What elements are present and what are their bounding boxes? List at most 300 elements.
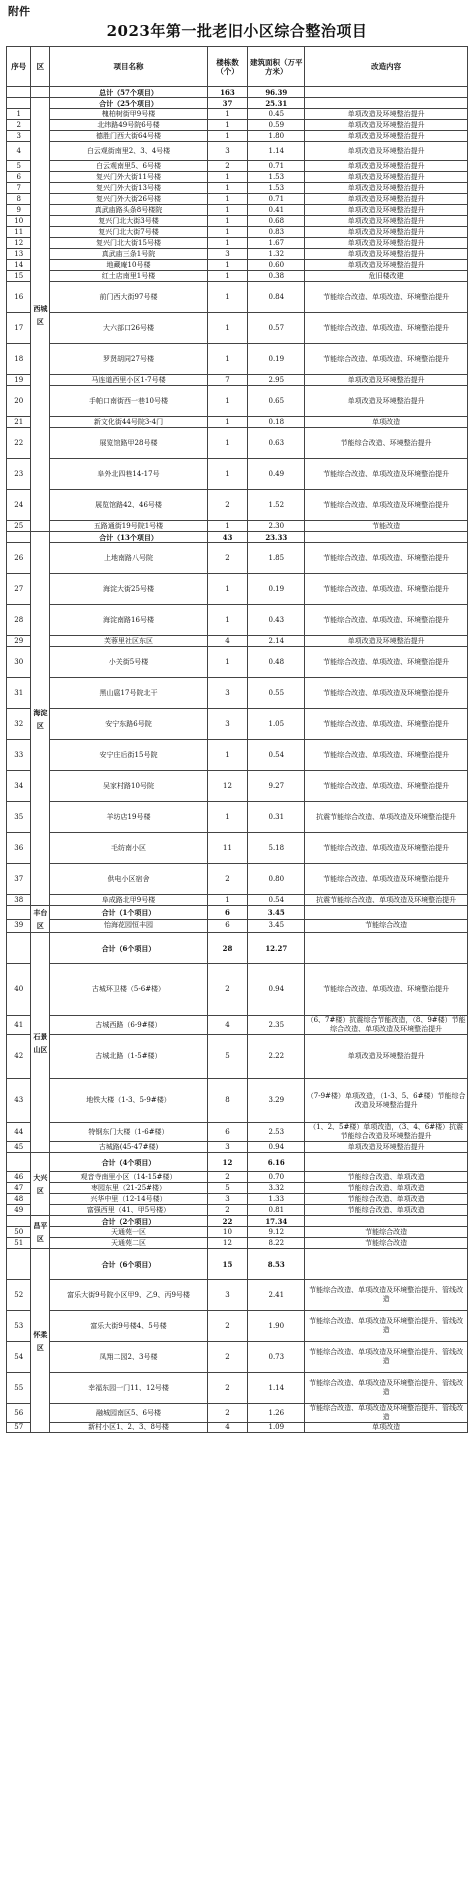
table-row [7,964,468,1016]
row-seq [7,1216,31,1227]
row-area: 1.09 [248,1423,305,1433]
row-name: 上地南路八号院 [50,543,207,574]
row-area: 0.73 [248,1342,305,1373]
row-area: 1.05 [248,709,305,740]
row-name: 复兴门北大街3号楼 [50,216,207,227]
row-name: 小关街5号楼 [50,647,207,678]
header-buildings: 楼栋数（个） [207,47,248,87]
table-row [7,375,468,386]
row-content: 节能综合改造、单项改造、环境整治提升 [305,313,468,344]
row-buildings: 1 [207,238,248,249]
row-name: 古城路(45-47#楼) [50,1142,207,1153]
row-area: 0.80 [248,864,305,895]
row-seq [7,532,31,543]
row-seq: 13 [7,249,31,260]
row-buildings: 3 [207,1194,248,1205]
row-seq: 42 [7,1035,31,1079]
row-seq [7,906,31,920]
table-row [7,1205,468,1216]
row-buildings: 3 [207,1280,248,1311]
row-content: 单项改造及环境整治提升 [305,120,468,131]
row-seq: 21 [7,417,31,428]
row-buildings: 2 [207,161,248,172]
row-seq: 44 [7,1123,31,1142]
row-name: 展览馆路42、46号楼 [50,490,207,521]
row-content: 单项改造及环境整治提升 [305,194,468,205]
row-seq: 9 [7,205,31,216]
row-area: 1.53 [248,183,305,194]
row-seq [7,87,31,98]
row-buildings: 1 [207,227,248,238]
row-content: 单项改造及环境整治提升 [305,131,468,142]
row-buildings: 1 [207,521,248,532]
row-district [31,87,50,98]
table-row [7,636,468,647]
table-row [7,1194,468,1205]
table-row [7,120,468,131]
table-row [7,864,468,895]
row-buildings: 1 [207,459,248,490]
row-seq: 11 [7,227,31,238]
subtotal-row [7,98,468,109]
row-area: 0.68 [248,216,305,227]
row-name: 地铁大楼（1-3、5-9#楼） [50,1079,207,1123]
row-area: 0.63 [248,428,305,459]
table-row [7,1342,468,1373]
subtotal-row [7,933,468,964]
row-content [305,1249,468,1280]
row-label: 总计（57个项目） [50,87,207,98]
row-seq: 2 [7,120,31,131]
row-content: 单项改造及环境整治提升 [305,183,468,194]
table-row [7,521,468,532]
row-seq: 5 [7,161,31,172]
row-seq: 8 [7,194,31,205]
row-buildings: 1 [207,647,248,678]
row-area: 1.85 [248,543,305,574]
district-cell: 怀柔区 [31,1249,50,1433]
row-area: 8.53 [248,1249,305,1280]
row-area: 3.32 [248,1183,305,1194]
row-content [305,933,468,964]
row-area: 2.41 [248,1280,305,1311]
row-buildings: 1 [207,417,248,428]
district-cell: 大兴区 [31,1153,50,1216]
row-content: 节能综合改造、单项改造、环境整治提升 [305,574,468,605]
row-name: 五路通街19号院1号楼 [50,521,207,532]
row-area: 2.53 [248,1123,305,1142]
table-row [7,1035,468,1079]
row-seq: 22 [7,428,31,459]
row-area: 0.31 [248,802,305,833]
row-area: 0.54 [248,895,305,906]
row-buildings: 1 [207,895,248,906]
row-name: 红土店南里1号楼 [50,271,207,282]
row-name: 地藏庵10号楼 [50,260,207,271]
table-row [7,1227,468,1238]
row-buildings: 4 [207,1016,248,1035]
row-buildings: 2 [207,1311,248,1342]
row-content: 单项改造及环境整治提升 [305,161,468,172]
row-buildings: 1 [207,271,248,282]
row-content: 节能综合改造、环境整治提升 [305,428,468,459]
row-seq: 46 [7,1172,31,1183]
table-row [7,459,468,490]
row-area: 25.31 [248,98,305,109]
row-area: 0.94 [248,1142,305,1153]
row-name: 天通苑一区 [50,1227,207,1238]
row-name: 古城西路（6-9#楼） [50,1016,207,1035]
table-row [7,833,468,864]
row-buildings: 10 [207,1227,248,1238]
table-row [7,205,468,216]
row-label: 合计（6个项目） [50,1249,207,1280]
row-content: （1、2、5#楼）单项改造，（3、4、6#楼）抗震节能综合改造及环境整治提升 [305,1123,468,1142]
row-seq: 12 [7,238,31,249]
row-buildings: 2 [207,1373,248,1404]
row-seq: 38 [7,895,31,906]
row-seq: 15 [7,271,31,282]
row-content: 节能综合改造、单项改造、环境整治提升 [305,344,468,375]
row-content [305,1153,468,1172]
table-row [7,161,468,172]
row-content [305,87,468,98]
row-buildings: 3 [207,142,248,161]
row-area: 0.49 [248,459,305,490]
row-area: 6.16 [248,1153,305,1172]
row-name: 枣园东里（21-25#楼） [50,1183,207,1194]
header-content: 改造内容 [305,47,468,87]
row-seq: 19 [7,375,31,386]
row-buildings: 6 [207,906,248,920]
header-row [7,47,468,87]
row-seq: 16 [7,282,31,313]
row-area: 3.29 [248,1079,305,1123]
row-content: 单项改造 [305,1423,468,1433]
row-area: 9.12 [248,1227,305,1238]
table-row [7,216,468,227]
subtotal-row [7,532,468,543]
row-name: 新文化街44号院3-4门 [50,417,207,428]
row-label: 合计（4个项目） [50,1153,207,1172]
subtotal-row [7,1216,468,1227]
row-content [305,906,468,920]
row-buildings: 12 [207,1153,248,1172]
row-content: （6、7#楼）抗震综合节能改造，（8、9#楼）节能综合改造、单项改造及环境整治提升 [306,1016,466,1033]
row-content: 单项改造及环境整治提升 [305,1142,468,1153]
row-buildings: 15 [207,1249,248,1280]
row-name: 古城环卫楼（5-6#楼） [50,964,207,1016]
table-row [7,227,468,238]
row-buildings: 7 [207,375,248,386]
row-seq: 43 [7,1079,31,1123]
row-buildings: 12 [207,1238,248,1249]
table-row [7,109,468,120]
row-name: 白云观南里5、6号楼 [50,161,207,172]
row-content: 节能综合改造、单项改造、环境整治提升 [305,543,468,574]
table-row [7,771,468,802]
row-buildings: 11 [207,833,248,864]
row-name: 白云观街南里2、3、4号楼 [50,142,207,161]
subtotal-row [7,1249,468,1280]
row-content: 单项改造及环境整治提升 [305,636,468,647]
row-name: 古城北路（1-5#楼） [50,1035,207,1079]
table-row [7,802,468,833]
row-buildings: 3 [207,1142,248,1153]
row-area: 8.22 [248,1238,305,1249]
row-content [305,98,468,109]
row-name: 海淀南路16号楼 [50,605,207,636]
row-seq: 25 [7,521,31,532]
row-seq: 39 [7,919,31,933]
row-name: 海淀大街25号楼 [50,574,207,605]
row-content: 节能综合改造、单项改造、环境整治提升 [305,647,468,678]
row-area: 0.54 [248,740,305,771]
row-label: 合计（1个项目） [50,906,207,920]
row-content: 节能综合改造、单项改造 [305,1183,468,1194]
row-seq: 53 [7,1311,31,1342]
subtotal-row [7,906,468,920]
row-name: 前门西大街97号楼 [50,282,207,313]
row-content: 节能综合改造、单项改造 [305,1194,468,1205]
row-area: 0.70 [248,1172,305,1183]
row-content: 单项改造及环境整治提升 [305,1035,468,1079]
row-seq: 35 [7,802,31,833]
row-buildings: 12 [207,771,248,802]
row-content [305,1216,468,1227]
attachment-label: 附件 [8,5,30,18]
row-content: 单项改造及环境整治提升 [305,249,468,260]
table-row [7,1280,468,1311]
row-name: 富乐大街9号楼4、5号楼 [50,1311,207,1342]
row-seq: 28 [7,605,31,636]
table-row [7,282,468,313]
row-area: 1.32 [248,249,305,260]
row-buildings: 2 [207,1205,248,1216]
row-content: （7-9#楼）单项改造，（1-3、5、6#楼）节能综合改造及环境整治提升 [305,1079,468,1123]
table-row [7,238,468,249]
row-seq: 1 [7,109,31,120]
row-content: 单项改造及环境整治提升 [305,260,468,271]
row-area: 1.52 [248,490,305,521]
row-area: 0.45 [248,109,305,120]
row-area: 1.14 [248,1373,305,1404]
row-seq [7,1153,31,1172]
row-seq [7,1249,31,1280]
row-name: 新村小区1、2、3、8号楼 [50,1423,207,1433]
table-row [7,172,468,183]
row-buildings: 3 [207,249,248,260]
row-seq: 51 [7,1238,31,1249]
row-content: 节能综合改造 [305,1238,468,1249]
row-buildings: 1 [207,605,248,636]
row-content: 节能综合改造、单项改造及环境整治提升、管线改造 [305,1342,468,1373]
row-content: 单项改造及环境整治提升 [305,386,468,417]
subtotal-row [7,1153,468,1172]
row-seq: 31 [7,678,31,709]
row-content: 节能综合改造、单项改造及环境整治提升 [305,833,468,864]
row-buildings: 28 [207,933,248,964]
table-row [7,740,468,771]
row-buildings: 2 [207,543,248,574]
row-buildings: 1 [207,205,248,216]
row-name: 阜成路北甲9号楼 [50,895,207,906]
table-row [7,386,468,417]
row-area: 1.90 [248,1311,305,1342]
table-row [7,183,468,194]
row-content: 单项改造及环境整治提升 [305,205,468,216]
row-buildings: 1 [207,120,248,131]
row-buildings: 5 [207,1035,248,1079]
row-content: 单项改造及环境整治提升 [305,172,468,183]
row-area: 3.45 [248,919,305,933]
row-area: 23.33 [248,532,305,543]
row-content: 节能综合改造 [305,1227,468,1238]
row-name: 毛纺南小区 [50,833,207,864]
row-buildings: 3 [207,678,248,709]
row-content: 单项改造及环境整治提升 [305,109,468,120]
row-name: 幸福东园一门11、12号楼 [50,1373,207,1404]
row-content: 抗震节能综合改造、单项改造及环境整治提升 [305,895,468,906]
table-row [7,194,468,205]
row-content: 单项改造 [305,417,468,428]
row-content: 节能综合改造、单项改造、环境整治提升 [305,709,468,740]
row-content: 节能综合改造、单项改造及环境整治提升、管线改造 [305,1280,468,1311]
row-name: 复兴门外大街13号楼 [50,183,207,194]
row-seq: 33 [7,740,31,771]
row-name: 兴华中里（12-14号楼） [50,1194,207,1205]
table-row [7,131,468,142]
row-seq: 4 [7,142,31,161]
district-cell: 海淀区 [31,532,50,906]
row-area: 9.27 [248,771,305,802]
table-row [7,1373,468,1404]
row-area: 2.35 [248,1016,305,1035]
row-area: 0.59 [248,120,305,131]
table-row [7,1183,468,1194]
table-row [7,1238,468,1249]
district-cell: 丰台区 [31,906,50,933]
row-buildings: 1 [207,574,248,605]
row-seq: 27 [7,574,31,605]
document-title: 2023年第一批老旧小区综合整治项目 [106,22,368,40]
row-area: 1.80 [248,131,305,142]
table-row [7,1172,468,1183]
row-name: 芙蓉里社区东区 [50,636,207,647]
row-buildings: 8 [207,1079,248,1123]
row-name: 手帕口南街西一巷10号楼 [50,386,207,417]
row-seq: 23 [7,459,31,490]
row-area: 2.30 [248,521,305,532]
row-seq: 26 [7,543,31,574]
row-name: 展览馆路甲28号楼 [50,428,207,459]
row-seq: 10 [7,216,31,227]
row-name: 特钢东门大楼（1-6#楼） [50,1123,207,1142]
row-name: 德胜门西大街64号楼 [50,131,207,142]
row-area: 1.33 [248,1194,305,1205]
row-buildings: 1 [207,172,248,183]
row-buildings: 2 [207,490,248,521]
row-area: 0.94 [248,964,305,1016]
table-row [7,417,468,428]
row-seq: 7 [7,183,31,194]
row-area: 0.84 [248,282,305,313]
header-area: 建筑面积（万平方米） [248,47,305,87]
table-row [7,919,468,933]
row-content: 单项改造及环境整治提升 [305,227,468,238]
row-area: 17.34 [248,1216,305,1227]
row-seq: 37 [7,864,31,895]
row-name: 吴家村路10号院 [50,771,207,802]
row-content: 节能综合改造、单项改造及环境整治提升 [305,678,468,709]
row-name: 凤翔二园2、3号楼 [50,1342,207,1373]
row-buildings: 4 [207,1423,248,1433]
row-name: 罗贤胡同27号楼 [50,344,207,375]
row-content: 单项改造及环境整治提升 [305,142,468,161]
row-buildings: 37 [207,98,248,109]
row-name: 槐柏树街甲9号楼 [50,109,207,120]
table-row [7,1016,468,1035]
row-area: 0.60 [248,260,305,271]
row-seq: 29 [7,636,31,647]
row-buildings: 3 [207,709,248,740]
row-area: 12.27 [248,933,305,964]
row-buildings: 6 [207,1123,248,1142]
row-buildings: 1 [207,260,248,271]
row-area: 3.45 [248,906,305,920]
row-area: 1.26 [248,1404,305,1423]
row-seq [7,98,31,109]
row-content: 节能改造 [305,521,468,532]
row-seq: 55 [7,1373,31,1404]
row-seq: 56 [7,1404,31,1423]
table-row [7,647,468,678]
row-area: 0.38 [248,271,305,282]
row-content: 节能综合改造、单项改造及环境整治提升、管线改造 [305,1373,468,1404]
table-row [7,260,468,271]
row-seq [7,933,31,964]
header-district: 区 [31,47,50,87]
row-seq: 47 [7,1183,31,1194]
row-name: 富强西里（41、甲5号楼） [50,1205,207,1216]
row-seq: 50 [7,1227,31,1238]
table-row [7,605,468,636]
row-content: 节能综合改造、单项改造、环境整治提升 [305,740,468,771]
row-content: 节能综合改造、单项改造、环境整治提升 [305,964,468,1016]
district-cell: 石景山区 [31,933,50,1153]
row-area: 2.95 [248,375,305,386]
project-table [6,46,468,1433]
row-buildings: 2 [207,864,248,895]
row-area: 0.81 [248,1205,305,1216]
row-seq: 57 [7,1423,31,1433]
table-row [7,428,468,459]
row-buildings: 1 [207,216,248,227]
row-area: 0.43 [248,605,305,636]
row-seq: 40 [7,964,31,1016]
row-area: 1.14 [248,142,305,161]
row-seq: 24 [7,490,31,521]
row-seq: 32 [7,709,31,740]
table-row [7,1423,468,1433]
row-area: 0.57 [248,313,305,344]
row-buildings: 1 [207,802,248,833]
row-area: 2.14 [248,636,305,647]
row-buildings: 6 [207,919,248,933]
row-name: 怡海花园恒丰园 [50,919,207,933]
row-area: 0.18 [248,417,305,428]
row-name: 北纬路49号院6号楼 [50,120,207,131]
